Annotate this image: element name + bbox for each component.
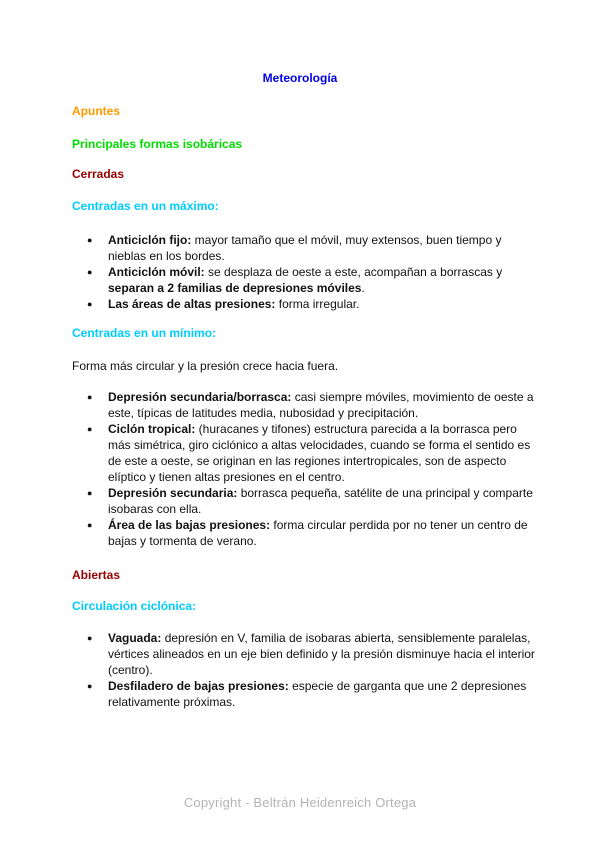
description: mayor tamaño que el móvil, muy extensos, buen tiempo y nieblas en los bordes. [108, 233, 502, 263]
heading-abiertas: Abiertas [72, 568, 121, 582]
list-item [72, 296, 542, 312]
heading-principales-formas: Principales formas isobáricas [72, 137, 243, 151]
list-item [72, 517, 542, 549]
description: depresión en V, familia de isobaras abierta, sensiblemente paralelas, vértices alineados en un eje bien definido y la presión disminuye hacia el interior (centro). [108, 631, 535, 677]
list-item [72, 232, 542, 264]
list-ciclonica [72, 630, 542, 710]
list-item [72, 389, 542, 421]
term-depresion-borrasca: Depresión secundaria/borrasca: [108, 390, 292, 404]
list-item [72, 264, 542, 296]
page-title: Meteorología [262, 71, 338, 85]
intro-minimo: Forma más circular y la presión crece hacia fuera. [72, 359, 339, 373]
term-anticiclon-fijo: Anticiclón fijo: [108, 233, 192, 247]
list-item [72, 421, 542, 485]
description: (huracanes y tifones) estructura parecida a la borrasca pero más simétrica, giro ciclónico a altas velocidades, cuando se forma el sentido es de este a oeste, se originan en las regiones intertropicales, son de aspecto elíptico y tienen altas presiones en el centro. [108, 422, 531, 484]
list-minimo [72, 389, 542, 549]
description: se desplaza de oeste a este, acompañan a borrascas y [204, 265, 503, 279]
description: forma circular perdida por no tener un centro de bajas y tormenta de verano. [108, 518, 528, 548]
list-item [72, 678, 542, 710]
description: especie de garganta que une 2 depresiones relativamente próximas. [108, 679, 527, 709]
list-item [72, 630, 542, 678]
term-areas-altas-presiones: Las áreas de altas presiones: [108, 297, 276, 311]
term-vaguada: Vaguada: [108, 631, 162, 645]
list-item [72, 485, 542, 517]
heading-apuntes: Apuntes [72, 104, 120, 118]
description-tail: . [361, 281, 365, 295]
copyright-watermark: Copyright - Beltrán Heidenreich Ortega [183, 795, 417, 810]
term-anticiclon-movil: Anticiclón móvil: [108, 265, 205, 279]
heading-circulacion-ciclonica: Circulación ciclónica: [72, 599, 197, 613]
description: casi siempre móviles, movimiento de oeste a este, típicas de latitudes media, nubosidad y precipitación. [108, 390, 534, 420]
description: borrasca pequeña, satélite de una principal y comparte isobaras con ella. [108, 486, 533, 516]
term-area-bajas-presiones: Área de las bajas presiones: [108, 518, 271, 532]
term-depresion-secundaria: Depresión secundaria: [108, 486, 238, 500]
heading-cerradas: Cerradas [72, 167, 125, 181]
description-bold: separan a 2 familias de depresiones móviles [108, 281, 362, 295]
list-maximo [72, 232, 542, 312]
term-desfiladero: Desfiladero de bajas presiones: [108, 679, 289, 693]
heading-centradas-maximo: Centradas en un máximo: [72, 199, 219, 213]
description: forma irregular. [275, 297, 360, 311]
heading-centradas-minimo: Centradas en un mínimo: [72, 326, 217, 340]
term-ciclon-tropical: Ciclón tropical: [108, 422, 196, 436]
